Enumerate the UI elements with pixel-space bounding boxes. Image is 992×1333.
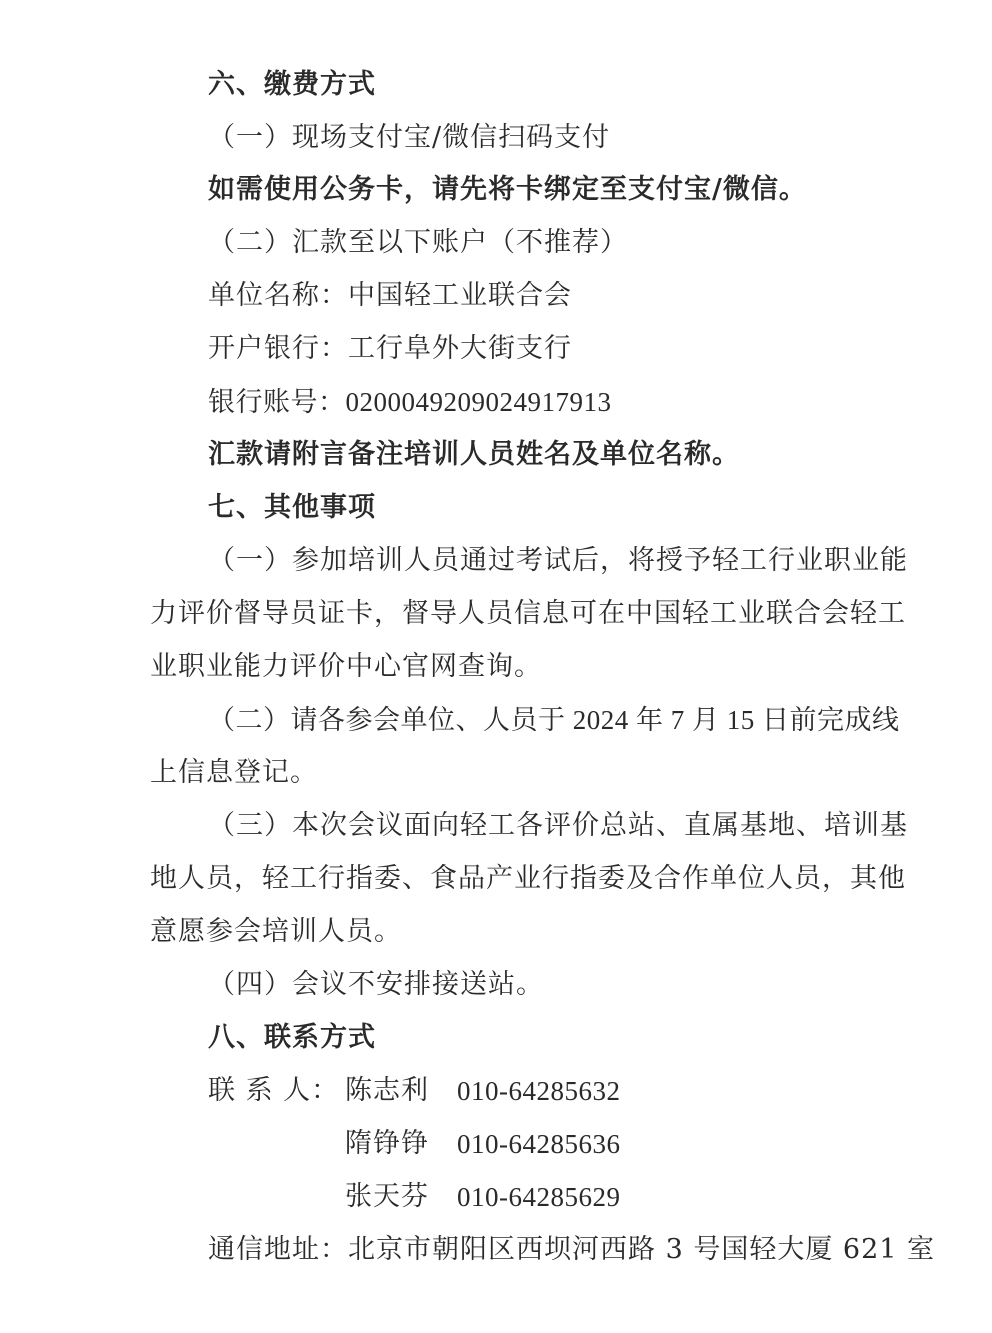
contact-name: 陈志利: [345, 1075, 429, 1106]
item-1-line-3: 业职业能力评价中心官网查询。: [150, 651, 542, 682]
payment-note-2: 汇款请附言备注培训人员姓名及单位名称。: [208, 439, 740, 470]
payment-method-1: （一）现场支付宝/微信扫码支付: [208, 122, 611, 153]
contact-phone: 010-64285629: [457, 1182, 621, 1212]
account-name: 单位名称：中国轻工业联合会: [208, 280, 572, 311]
contact-name: 张天芬: [345, 1181, 429, 1212]
contact-phone: 010-64285632: [457, 1076, 621, 1106]
contact-phone: 010-64285636: [457, 1129, 621, 1159]
item-2-line-2: 上信息登记。: [150, 757, 318, 788]
section-6-title: 六、缴费方式: [208, 69, 376, 100]
account-number: 银行账号：0200049209024917913: [208, 387, 612, 417]
item-4-line-1: （四）会议不安排接送站。: [208, 969, 544, 1000]
item-3-line-1: （三）本次会议面向轻工各评价总站、直属基地、培训基: [208, 810, 908, 841]
contact-label: 联 系 人：: [208, 1075, 340, 1106]
payment-method-2: （二）汇款至以下账户（不推荐）: [208, 227, 628, 258]
bank-name: 开户银行：工行阜外大街支行: [208, 333, 572, 364]
mailing-address: 通信地址：北京市朝阳区西坝河西路 3 号国轻大厦 621 室: [208, 1234, 936, 1265]
item-2-line-1: （二）请各参会单位、人员于 2024 年 7 月 15 日前完成线: [208, 705, 900, 735]
item-3-line-3: 意愿参会培训人员。: [150, 916, 402, 947]
payment-note-1: 如需使用公务卡，请先将卡绑定至支付宝/微信。: [208, 174, 807, 205]
item-3-line-2: 地人员，轻工行指委、食品产业行指委及合作单位人员，其他: [150, 863, 906, 894]
section-7-title: 七、其他事项: [208, 492, 376, 523]
contact-name: 隋铮铮: [345, 1128, 429, 1159]
item-1-line-1: （一）参加培训人员通过考试后，将授予轻工行业职业能: [208, 545, 908, 576]
section-8-title: 八、联系方式: [208, 1022, 376, 1053]
item-1-line-2: 力评价督导员证卡，督导人员信息可在中国轻工业联合会轻工: [150, 598, 906, 629]
